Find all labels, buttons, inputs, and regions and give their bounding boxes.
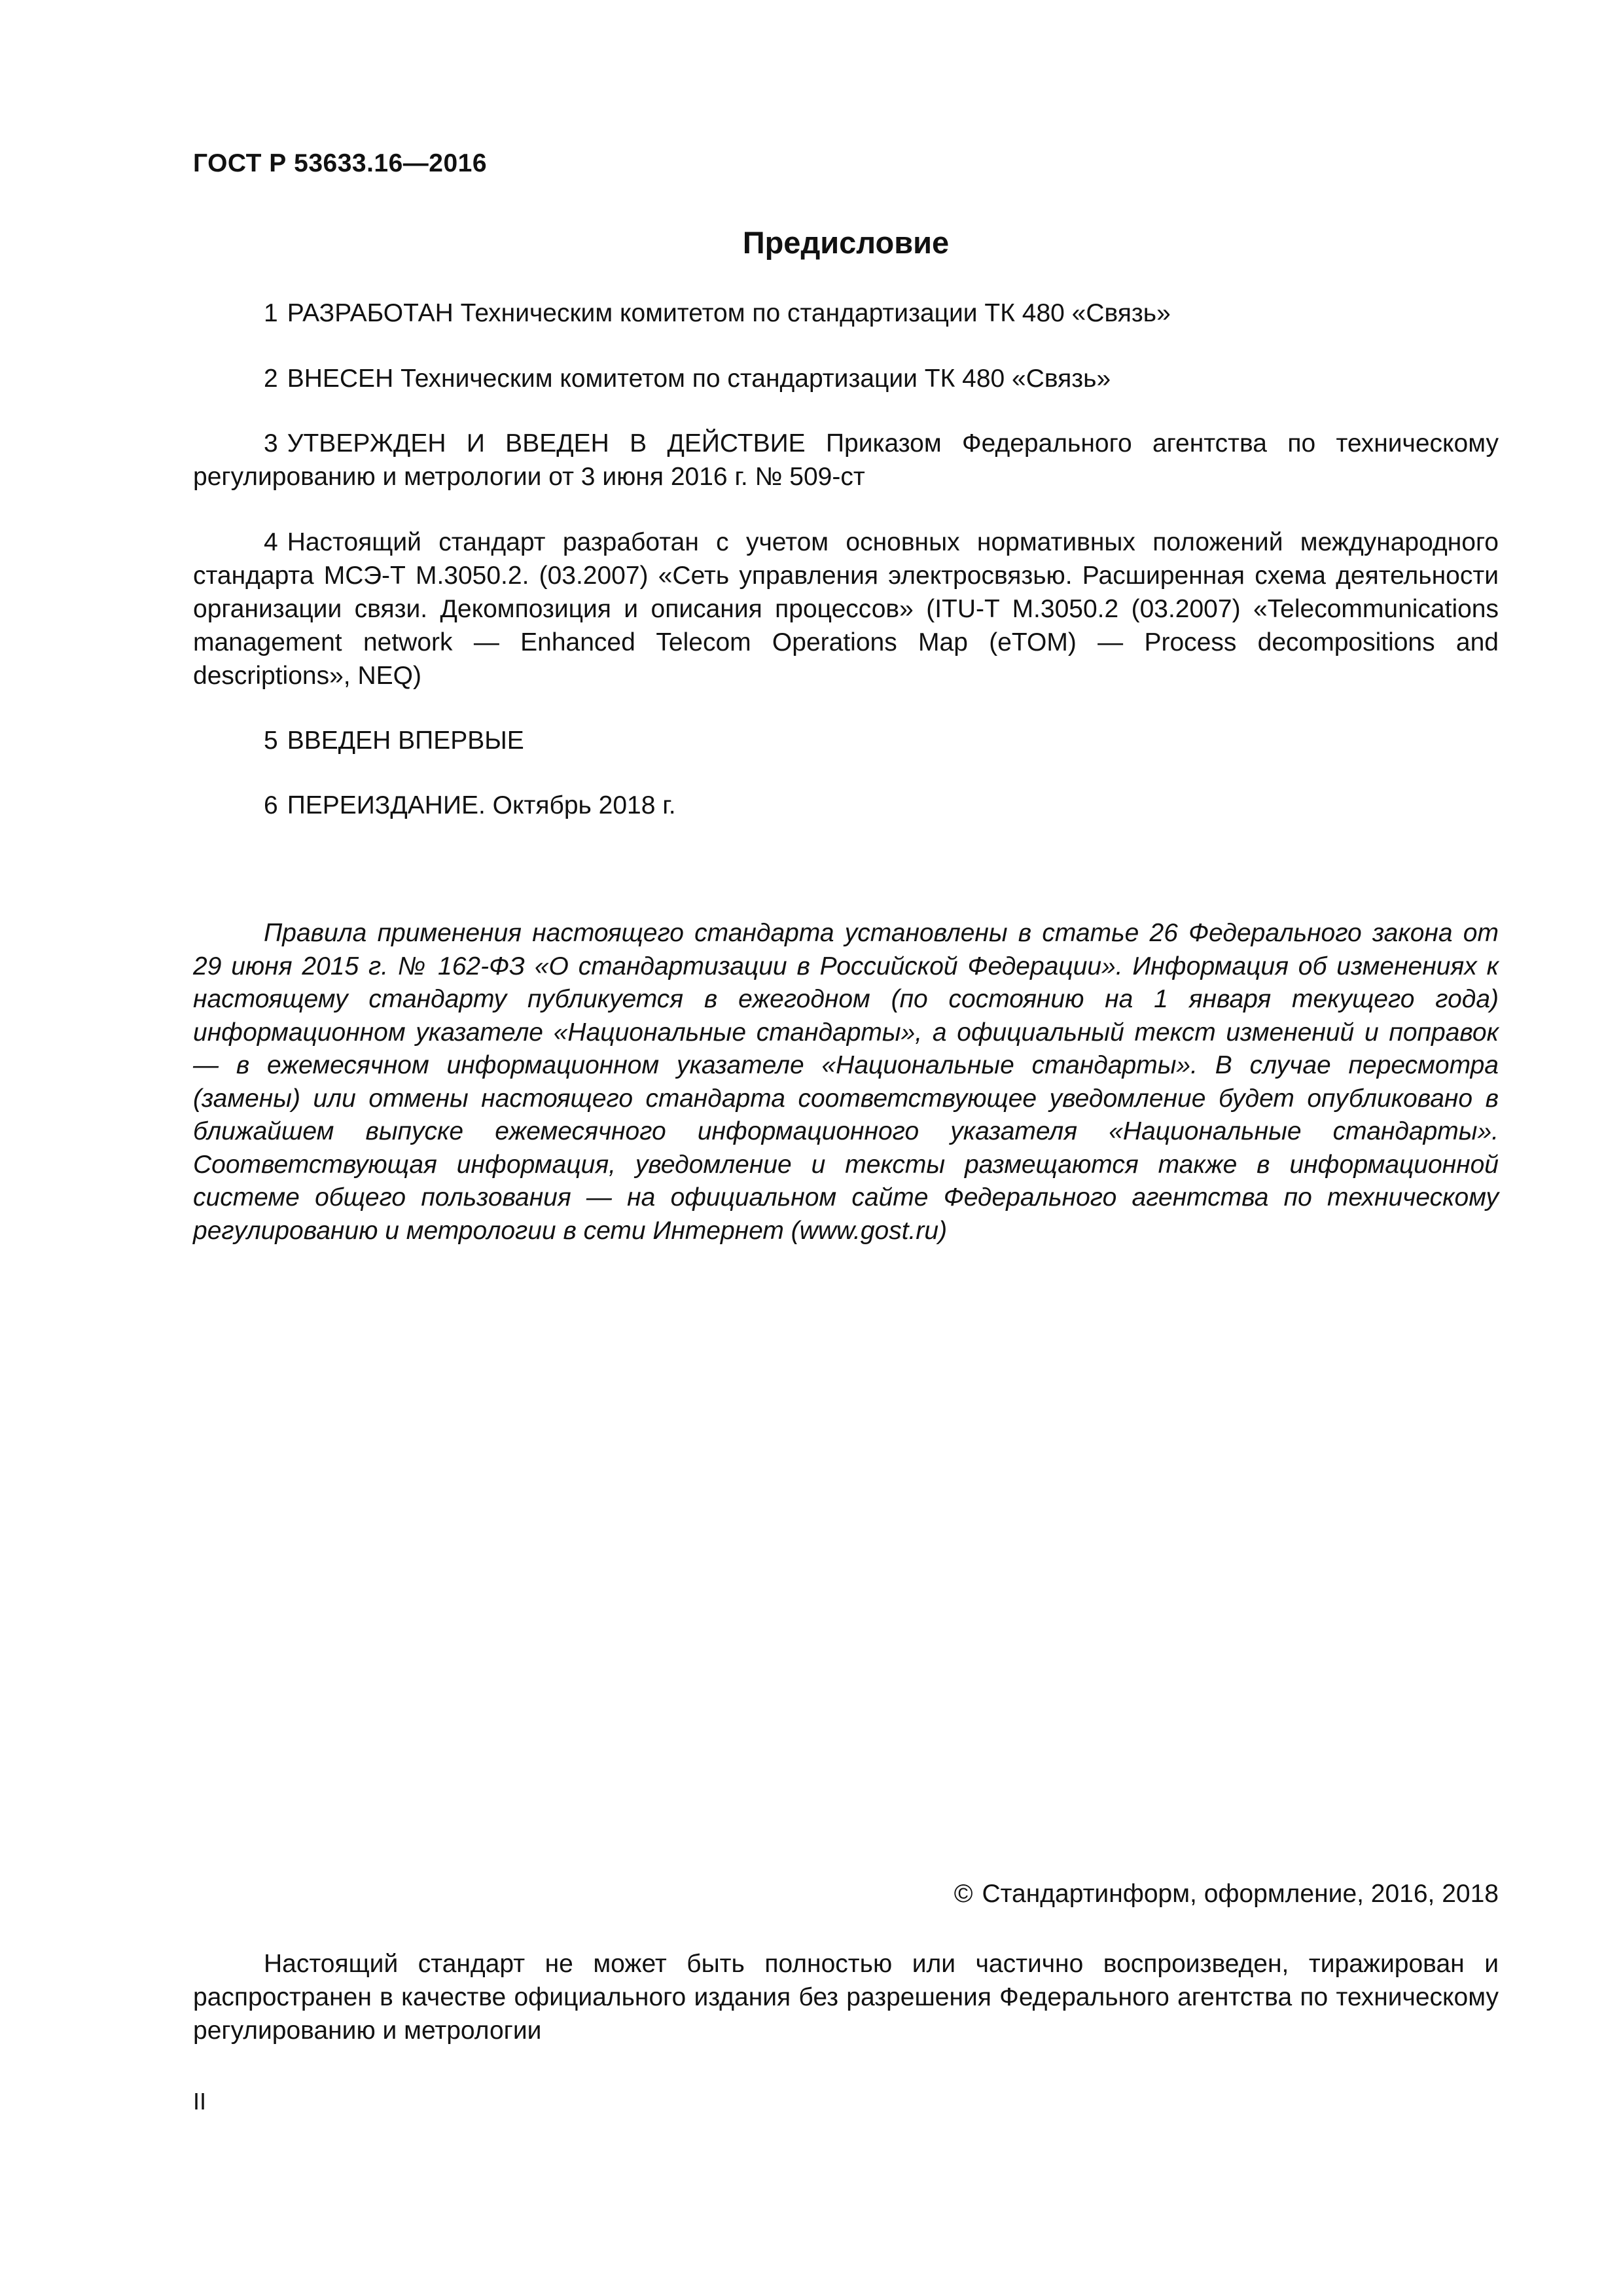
preface-item-3	[193, 427, 1499, 493]
preface-item-4	[193, 526, 1499, 692]
copyright-icon: ©	[954, 1880, 973, 1908]
reproduction-notice: Настоящий стандарт не может быть полностью или частично воспроизведен, тиражирован и распространен в качестве официального издания без разрешения Федерального агентства по техническому регулированию и метрологии	[193, 1950, 1499, 2045]
preface-item-number: 4	[264, 528, 278, 556]
preface-item-text: ВВЕДЕН ВПЕРВЫЕ	[287, 726, 524, 755]
standard-id-header: ГОСТ Р 53633.16—2016	[193, 149, 488, 177]
preface-item-number: 3	[264, 429, 278, 457]
preface-item-number: 2	[264, 365, 278, 393]
copyright-text: Стандартинформ, оформление, 2016, 2018	[982, 1880, 1499, 1908]
preface-item-text: УТВЕРЖДЕН И ВВЕДЕН В ДЕЙСТВИЕ Приказом Федерального агентства по техническому регулированию и метрологии от 3 июня 2016 г. № 509-ст	[193, 429, 1499, 491]
preface-title: Предисловие	[742, 225, 950, 260]
preface-item-1	[193, 296, 1499, 330]
copyright-line	[954, 1880, 1499, 1909]
preface-item-6	[193, 789, 1499, 822]
preface-item-text: РАЗРАБОТАН Техническим комитетом по стандартизации ТК 480 «Связь»	[287, 299, 1171, 327]
preface-item-number: 6	[264, 791, 278, 819]
preface-item-5	[193, 724, 1499, 757]
page-number: II	[193, 2088, 207, 2115]
preface-item-text: ПЕРЕИЗДАНИЕ. Октябрь 2018 г.	[287, 791, 676, 819]
preface-item-number: 5	[264, 726, 278, 755]
application-rules-paragraph: Правила применения настоящего стандарта установлены в статье 26 Федерального закона от 29 июня 2015 г. № 162-ФЗ «О стандартизации в Российской Федерации». Информация об изменениях к настоящему стандарту публикуется в ежегодном (по состоянию на 1 января текущего года) информационном указателе «Национальные стандарты», а официальный текст изменений и поправок — в ежемесячном информационном указателе «Национальные стандарты». В случае пересмотра (замены) или отмены настоящего стандарта соответствующее уведомление будет опубликовано в ближайшем выпуске ежемесячного информационного указателя «Национальные стандарты». Соответствующая информация, уведомление и тексты размещаются также в информационной системе общего пользования — на официальном сайте Федерального агентства по техническому регулированию и метрологии в сети Интернет (www.gost.ru)	[193, 919, 1499, 1245]
preface-item-text: ВНЕСЕН Техническим комитетом по стандартизации ТК 480 «Связь»	[287, 365, 1111, 393]
preface-item-2	[193, 362, 1499, 395]
preface-item-text: Настоящий стандарт разработан с учетом основных нормативных положений международного стандарта МСЭ-Т М.3050.2. (03.2007) «Сеть управления электросвязью. Расширенная схема деятельности организации связи. Декомпозиция и описания процессов» (ITU-T M.3050.2 (03.2007) «Telecommunications management network — Enhanced Telecom Operations Map (eTOM) — Process decompositions and descriptions», NEQ)	[193, 528, 1499, 690]
preface-item-number: 1	[264, 299, 278, 327]
